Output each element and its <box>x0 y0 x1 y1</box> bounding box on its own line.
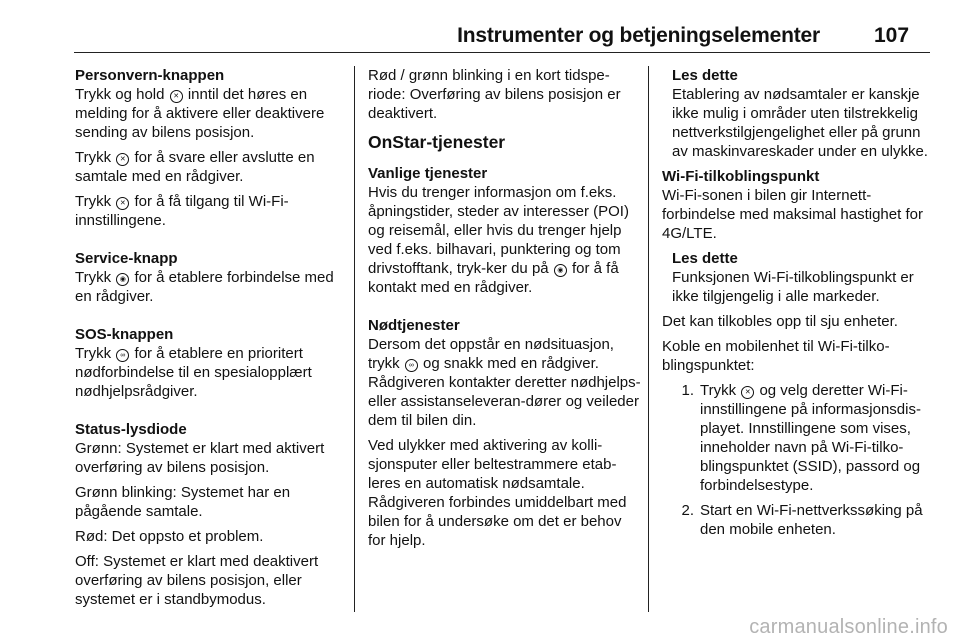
wifi-paragraph-2: Det kan tilkobles opp til sju enheter. <box>662 313 898 330</box>
text-fragment: Trykk <box>700 382 737 399</box>
text-fragment: inntil det høres en melding for å aktivere eller deaktivere sending av bilens posisjon. <box>75 86 325 141</box>
service-heading: Service-knapp <box>75 250 178 267</box>
emergency-paragraph-1 <box>368 335 642 430</box>
text-fragment: for å svare eller avslutte en samtale med en rådgiver. <box>75 149 315 185</box>
emergency-services-heading: Nødtjenester <box>368 317 460 334</box>
privacy-heading: Personvern-knappen <box>75 67 225 84</box>
sos-heading: SOS-knappen <box>75 326 174 343</box>
page-header <box>0 0 960 58</box>
status-led-paragraph-3: Rød: Det oppsto et problem. <box>75 528 264 545</box>
text-fragment: og snakk med en rådgiver. Rådgiveren kontakter deretter nødhjelps- eller assistanseleveran-dører og veileder dem til bilen din. <box>368 355 641 429</box>
watermark: carmanualsonline.info <box>749 616 948 638</box>
sos-button-icon: ∞ <box>116 349 129 362</box>
wifi-paragraph-1: Wi-Fi-sonen i bilen gir Internett-forbindelse med maksimal hastighet for 4G/LTE. <box>662 187 923 242</box>
privacy-button-icon: ✕ <box>116 153 129 166</box>
wifi-paragraph-3: Koble en mobilenhet til Wi-Fi-tilko-blingspunktet: <box>662 338 890 374</box>
note-1-text: Etablering av nødsamtaler er kanskje ikke mulig i områder uten tilstrekkelig nettverkstilgjengelighet eller på grunn av maskinvareskader under en ulykke. <box>672 86 928 160</box>
column-2 <box>368 66 642 556</box>
text-fragment: Trykk <box>75 269 112 286</box>
text-fragment: Trykk <box>75 149 112 166</box>
text-fragment: Trykk <box>75 345 112 362</box>
status-led-paragraph-1: Grønn: Systemet er klart med aktivert overføring av bilens posisjon. <box>75 440 325 476</box>
note-2-text: Funksjonen Wi-Fi-tilkoblingspunkt er ikke tilgjengelig i alle markeder. <box>672 269 914 305</box>
privacy-paragraph-1 <box>75 85 347 142</box>
list-text <box>700 381 934 495</box>
list-number: 1. <box>681 382 694 399</box>
column-1 <box>75 66 347 615</box>
column-3 <box>662 66 934 545</box>
emergency-paragraph-2: Ved ulykker med aktivering av kolli-sjonsputer eller beltestrammere etab-leres en automatisk nødsamtale. Rådgiveren forbindes umiddelbart med bilen for å undersøke om det er behov for hjelp. <box>368 437 627 549</box>
privacy-paragraph-2 <box>75 148 347 186</box>
text-fragment: Trykk og hold <box>75 86 165 103</box>
note-1-heading: Les dette <box>672 67 738 84</box>
privacy-button-icon: ✕ <box>116 197 129 210</box>
list-item <box>662 381 934 495</box>
header-divider <box>74 52 930 53</box>
standard-services-paragraph <box>368 183 642 297</box>
service-paragraph <box>75 268 347 306</box>
note-1 <box>662 66 934 161</box>
text-fragment: Trykk <box>75 193 112 210</box>
status-led-paragraph-5: Rød / grønn blinking i en kort tidspe-riode: Overføring av bilens posisjon er deaktivert. <box>368 67 621 122</box>
column-divider-2 <box>648 66 649 612</box>
section-title: Instrumenter og betjeningselementer <box>457 24 820 47</box>
page-number: 107 <box>874 24 910 47</box>
status-led-heading: Status-lysdiode <box>75 421 187 438</box>
text-fragment: for å etablere en prioritert nødforbindelse til en spesialopplært nødhjelpsrådgiver. <box>75 345 312 400</box>
list-text: Start en Wi-Fi-nettverkssøking på den mobile enheten. <box>700 502 923 538</box>
list-item <box>662 501 934 539</box>
status-led-paragraph-2: Grønn blinking: Systemet har en pågående samtale. <box>75 484 291 520</box>
privacy-button-icon: ✕ <box>170 90 183 103</box>
text-fragment: for å få tilgang til Wi-Fi-innstillingene. <box>75 193 289 229</box>
list-number: 2. <box>681 502 694 519</box>
note-2-heading: Les dette <box>672 250 738 267</box>
text-fragment: og velg deretter Wi-Fi-innstillingene på informasjonsdis-playet. Innstillingene som vises, inneholder navn på Wi-Fi-tilko-blingspunktet (SSID), passord og forbindelsestype. <box>700 382 921 494</box>
column-divider-1 <box>354 66 355 612</box>
text-fragment: for å etablere forbindelse med en rådgiver. <box>75 269 334 305</box>
service-button-icon: ◉ <box>116 273 129 286</box>
onstar-section-title: OnStar-tjenester <box>368 132 506 152</box>
text-fragment: Hvis du trenger informasjon om f.eks. åpningstider, steder av interesser (POI) og reisemål, eller hvis du trenger hjelp ved f.eks. bilhavari, punktering og tom drivstofftank, tryk-ker du på <box>368 184 629 277</box>
note-2 <box>662 249 934 306</box>
privacy-paragraph-3 <box>75 192 347 230</box>
sos-button-icon: ∞ <box>405 359 418 372</box>
text-fragment: Dersom det oppstår en nødsituasjon, trykk <box>368 336 614 372</box>
status-led-paragraph-4: Off: Systemet er klart med deaktivert overføring av bilens posisjon, eller systemet er i standbymodus. <box>75 553 319 608</box>
wifi-heading: Wi-Fi-tilkoblingspunkt <box>662 168 820 185</box>
privacy-button-icon: ✕ <box>741 386 754 399</box>
text-fragment: for å få kontakt med en rådgiver. <box>368 260 619 296</box>
service-button-icon: ◉ <box>554 264 567 277</box>
sos-paragraph <box>75 344 347 401</box>
standard-services-heading: Vanlige tjenester <box>368 165 488 182</box>
